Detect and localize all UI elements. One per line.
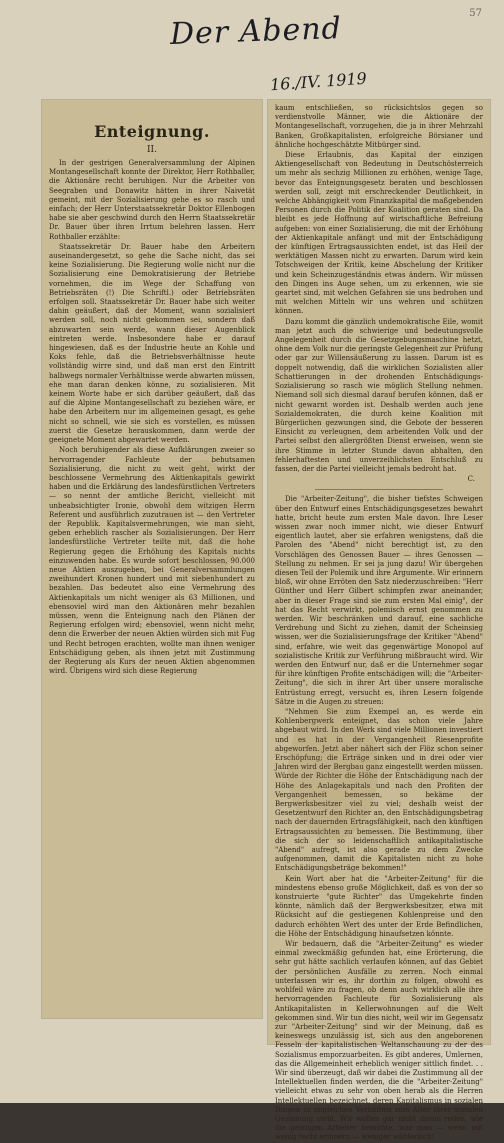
paragraph: In der gestrigen Generalversammlung der Alpinen Montangesellschaft konnte der Direktor, Herr Rothballer, die Aktionäre recht beruhigen. Nur die Arbeiter von Seegraben und Donawitz hätten in ihrer Naivetät gemeint, mit der Sozialisierung gehe es so rasch und einfach; der Herr Unterstaatssekretär Doktor Ellenbogen habe sie aber geschwind durch den Herrn Staatssekretär Dr. Bauer über ihren Irrtum belehren lassen. Herr Rothballer erzählte: [49,159,255,241]
column-right-text [268,100,490,1143]
section-number: II. [147,145,157,155]
handwritten-newspaper-title: Der Abend [169,11,343,52]
paragraph: Dazu kommt die gänzlich undemokratische Eile, womit man jetzt auch die schwierige und bedeutungsvolle Angelegenheit durch die Gesetzgebungsmaschine hetzt, ohne dem Volk nur die geringste Gelegenheit zur Prüfung oder gar zur Willensäußerung zu lassen. Darum ist es doppelt notwendig, daß die wirklichen Sozialisten aller Schattierungen in der drohenden Entschädigungs-Sozialisierung so rasch wie möglich Stellung nehmen. Niemand soll sich diesmal darauf berufen können, daß er nicht gewarnt worden ist. Deshalb werden auch jene Sozialdemokraten, die durch keine Koalition mit Bürgerlichen gezwungen sind, die Gebote der besseren Einsicht zu verleugnen, dem arbeitenden Volk und der Partei selbst den allergrößten Dienst erweisen, wenn sie ihre Stimme in letzter Stunde davon abhalten, den fehlerhaftesten und unverzeihlichsten Entschluß zu fassen, der die Partei vielleicht jemals bedroht hat. [275,317,483,473]
article-heading: Enteignung. [94,122,210,141]
paragraph: Die "Arbeiter-Zeitung", die bisher tiefstes Schweigen über den Entwurf eines Entschädigungsgesetzes bewahrt hatte, bricht heute zum ersten Male davon. Ihre Leser wissen zwar noch immer nicht, wie dieser Entwurf eigentlich lautet, aber sie erfahren wenigstens, daß die Parolen des "Abend" nicht berechtigt ist, zu den Vorschlägen des Genossen Bauer — ihres Genossen — Stellung zu nehmen. Er sei ja jung dazu! Wir übergehen diesen Teil der Polemik und ihre Argumente. Wir erinnern bloß, wir ohne Erröten den Satz niederzuschreiben: "Herr Günther und Herr Gilbert schimpfen zwar aneinander, aber in dieser Frage sind sie zum ersten Mal einig", der hat das Recht verwirkt, polemisch ernst genommen zu werden. Wir beschränken und darauf, eine sachliche Verdrehung und Sicht zu ziehen, damit der Scheinsieg wissen, wer die Sozialisierungsfrage der Kritiker "Abend" sind, erfahre, wie weit das gegenwärtige Monopol auf sozialistische Kritik zur Verführung mißbraucht wird. Wir werden den Entwurf nur, daß er die Unternehmer sogar für ihre künftigen Profite entschädigen will; die "Arbeiter-Zeitung", die sich in ihrer Art über unsere moralische Entrüstung erregt, versucht es, ihren Lesern folgende Sätze in die Augen zu streuen: [275,495,483,706]
column-left-text [42,100,262,676]
paragraph: kaum entschließen, so rücksichtslos gegen so verdienstvolle Männer, wie die Aktionäre der Montangesellschaft, vorzugehen, die ja in ihrer Mehrzahl Banken, Großkapitalisten, erfolgreiche Börsianer und ähnliche hochgeschätzte Mitbürger sind. [275,104,483,149]
paragraph: Staatssekretär Dr. Bauer habe den Arbeitern auseinandergesetzt, so gehe die Sache nicht, das sei keine Sozialisierung. Die Regierung wolle nicht nur die Sozialisierung eine Demokratisierung der Betriebe vornehmen, die im Wege der Schaffung von Betriebsräten (!) Die Schriftl.) oder Betriebsräten erfolgen soll. Staatssekretär Dr. Bauer habe sich weiter dahin geäußert, daß der Moment, wann sozialisiert werden soll, noch nicht gekommen sei, sondern daß abzuwarten sein werde, wann dieser Augenblick eintreten werde. Insbesondere habe er darauf hingewiesen, daß es der Industrie heute an Kohle und Koks fehle, daß die Betriebsverhältnisse heute vollständig wirre sind, und daß man erst den Eintritt halbwegs normaler Verhältnisse werde abwarten müssen, ehe man daran denken könne, zu sozialisieren. Mit keinem Worte habe er sich darüber geäußert, daß das auf die Alpine Montangesellschaft zu beziehen wäre, er habe den Arbeitern nur im allgemeinen gesagt, es gehe nicht so schnell, wie sie sich es vorstellen, es müssen zuerst die Gesetze herauskommen, dann werde der geeignete Moment abgewartet werden. [49,242,255,445]
clipping-column-left [42,100,262,1018]
paragraph: Wir bedauern, daß die "Arbeiter-Zeitung" es wieder einmal zweckmäßig gefunden hat, eine Erörterung, die sehr gut hätte sachlich verlaufen können, auf das Gebiet der persönlichen Ausfälle zu zerren. Noch einmal unterlassen wir es, ihr dorthin zu folgen, obwohl es wohlfeil wäre zu fragen, ob denn auch wirklich alle ihre hervorragenden Fachleute für Sozialisierung als Antikapitalisten in Kellerwohnungen auf die Welt gekommen sind. Wir tun dies nicht, weil wir im Gegensatz zur "Arbeiter-Zeitung" sind wir der Meinung, daß es keineswegs unzulässig ist, sich aus den angeborenen Fesseln der kapitalistischen Weltanschauung zu der des Sozialismus emporzuarbeiten. Es gibt anderes, Umlernen, das die Allgemeinheit erheblich weniger sittlich findet. . . Wir sind überzeugt, daß wir dabei die Zustimmung all der Intellektuellen finden werden, die die "Arbeiter-Zeitung" vielleicht etwas zu sehr von oben herab als die Herren Intellektuellen bezeichnet, deren Kapitalismus in sozialen Dingen in ungleichen Verhältnis zum Alter ihrer sozialen Gesinnung steht. Wir wollen gar nicht davon reden, wie die geistigen Arbeiter bemühte, war man — wenn mit wenig recht erinnern — weniger wählerisch! [275,940,483,1142]
paragraph: "Nehmen Sie zum Exempel an, es werde ein Kohlenbergwerk enteignet, das schon viele Jahre abgebaut wird. In den Werk sind viele Millionen investiert und es hat in der Vergangenheit Riesenprofite abgeworfen. Jetzt aber nähert sich der Flöz schon seiner Erschöpfung; die Erträge sinken und in drei oder vier Jahren wird der Bergbau ganz eingestellt werden müssen. Würde der Richter die Höhe der Entschädigung nach der Höhe des Anlagekapitals und nach den Profiten der Vergangenheit bemessen, so bekäme der Bergwerksbesitzer viel zu viel; deshalb weist der Gesetzentwurf den Richter an, den Entschädigungsbetrag nach der dauernden Ertragsfähigkeit, nach den künftigen Ertragsaussichten zu bemessen. Die Bestimmung, über die sich der so leidenschaftlich antikapitalistische "Abend" aufregt, ist also gerade zu dem Zwecke aufgenommen, damit die Kapitalisten nicht zu hohe Entschädigungsbeträge bekommen!" [275,708,483,873]
page-number: 57 [469,8,482,19]
paragraph: Diese Erlaubnis, das Kapital der einzigen Aktiengesellschaft von Bedeutung in Deutschösterreich um mehr als sechzig Millionen zu erhöhen, wenige Tage, bevor das Enteignungsgesetz beraten und beschlossen werden soll, zeigt mit erschreckender Deutlichkeit, in welche Abhängigkeit vom Finanzkapital die maßgebenden Personen durch die Politik der Koalition geraten sind. Da bleibt es jede Hoffnung auf wirtschaftliche Befreiung aufgeben: von einer Sozialisierung, die mit der Erhöhung der Aktienkapitale anfängt und mit der Entschädigung der künftigen Ertragsaussichten endet, ist das Heil der werktätigen Massen nicht zu erwarten. Darum wird kein Totschweigen der Kritik, keine Abschelung der Kritiker und kein Scheinzugeständnis etwas ändern. Wir müssen den Dingen ins Auge sehen, um zu erkennen, wie sie geartet sind, mit welchen Gefahren sie uns bedrohen und mit welchen Mitteln wir uns wehren und schützen können. [275,151,483,316]
author-signature: C. [467,475,475,484]
paragraph: Kein Wort aber hat die "Arbeiter-Zeitung" für die mindestens ebenso große Möglichkeit, daß es von der so konstruierte "gute Richter" das Umgekehrte finden könnte, nämlich daß der Bergwerksbesitzer, etwa mit Rücksicht auf die gestiegenen Kohlenpreise und den dadurch erhöhten Wert des unter der Erde Befindlichen, die Höhe der Entschädigung hinaufsetzen könnte. [275,874,483,938]
paragraph: Noch beruhigender als diese Aufklärungen zweier so hervorragender Fachleute der behutsamen Sozialisierung, die nicht zu weit geht, wirkt der beschlossene Vermehrung des Aktienkapitals gewirkt haben und die Erklärung des landesfürstlichen Vertreters — so nennt der amtliche Bericht, vielleicht mit unbeabsichtigter Ironie, obwohl dem witzigen Herrn Referent und ausführlich zuzutrauen ist — den Vertreter der Republik. Kapitalsvermehrungen, wie man sieht, geben erheblich rascher als Sozialisierungen. Der Herr landesfürstliche Vertreter teilte mit, daß die hohe Regierung gegen die Erhöhung des Kapitals nichts einzuwenden habe. Es wurde sofort beschlossen, 90.000 neue Aktien auszugeben, bei Generalversammlungen zweihundert Kronen hundert und mit siebenhundert zu bezahlen. Das bedeutet also eine Vermehrung des Aktienkapitals um nicht weniger als 63 Millionen, und ebensoviel wird man den Aktionären mehr bezahlen müssen, wenn die Enteignung nach den Plänen der Regierung erfolgen wird; ebensoviel, wenn nicht mehr, denn die Erwerber der neuen Aktien würden sich mit Fug und Recht betrogen erachten, wollte man ihnen weniger Entschädigung geben, als ihnen jetzt mit Zustimmung der Regierung als Kurs der neuen Aktien abgenommen wird. Übrigens wird sich diese Regierung [49,446,255,676]
handwritten-date: 16./IV. 1919 [269,68,368,95]
section-divider [315,489,443,490]
clipping-column-right [268,100,490,1142]
